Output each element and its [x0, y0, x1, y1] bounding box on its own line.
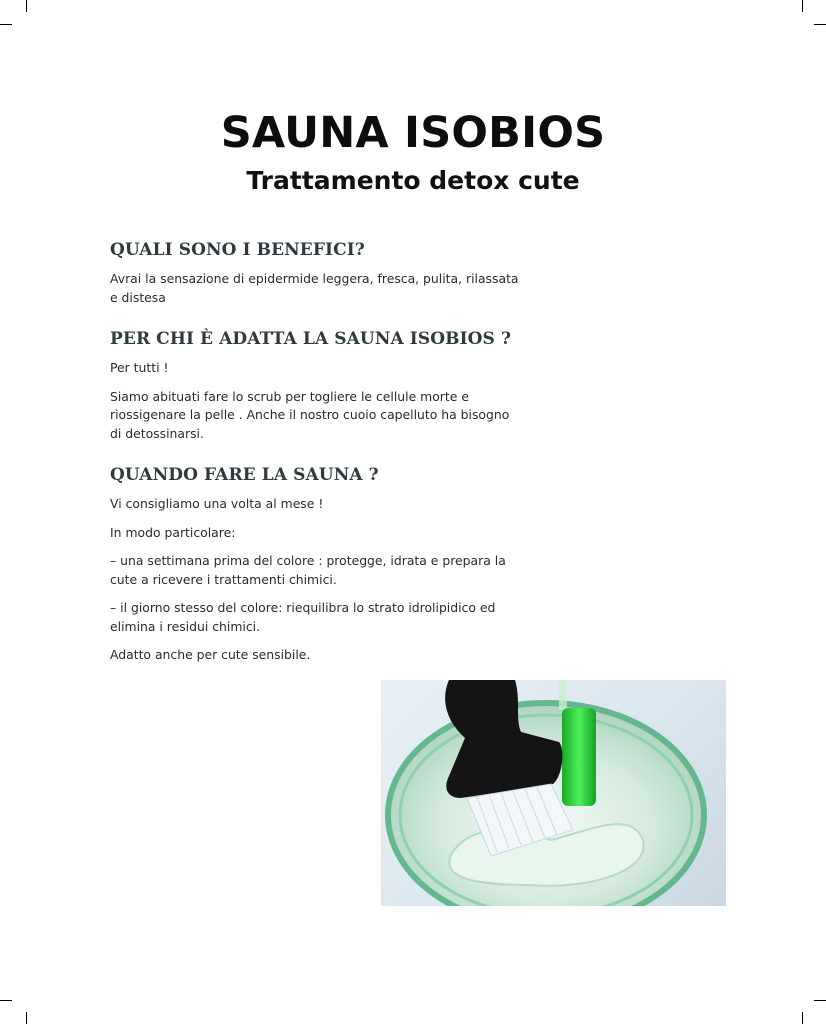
- crop-mark: [802, 0, 803, 12]
- paragraph: Per tutti !: [110, 360, 169, 375]
- section-when: [110, 465, 520, 665]
- page-subtitle: Trattamento detox cute: [246, 166, 580, 195]
- paragraph: Adatto anche per cute sensibile.: [110, 647, 311, 662]
- paragraph: Vi consigliamo una volta al mese !: [110, 496, 324, 511]
- crop-mark: [26, 1012, 27, 1024]
- section-who: [110, 329, 520, 443]
- product-photo: [381, 680, 726, 906]
- page-title: SAUNA ISOBIOS: [220, 108, 606, 158]
- paragraph: In modo particolare:: [110, 524, 236, 540]
- article-body: [110, 240, 520, 687]
- section-heading: QUALI SONO I BENEFICI?: [110, 240, 365, 260]
- crop-mark: [814, 1000, 826, 1001]
- section-benefits: [110, 240, 520, 307]
- crop-mark: [802, 1012, 803, 1024]
- crop-mark: [814, 24, 826, 25]
- crop-mark: [0, 1000, 12, 1001]
- paragraph: Siamo abituati fare lo scrub per togliere le cellule morte e riossigenare la pelle . Anche il nostro cuoio capelluto ha bisogno di detossinarsi.: [110, 388, 510, 441]
- crop-mark: [26, 0, 27, 12]
- crop-mark: [0, 24, 12, 25]
- paragraph: – una settimana prima del colore : protegge, idrata e prepara la cute a ricevere i trattamenti chimici.: [110, 553, 506, 587]
- product-photo-icon: [381, 680, 726, 906]
- section-heading: QUANDO FARE LA SAUNA ?: [110, 465, 379, 485]
- paragraph: Avrai la sensazione di epidermide leggera, fresca, pulita, rilassata e distesa: [110, 271, 519, 305]
- paragraph: – il giorno stesso del colore: riequilibra lo strato idrolipidico ed elimina i residui chimici.: [110, 600, 496, 634]
- section-heading: PER CHI È ADATTA LA SAUNA ISOBIOS ?: [110, 329, 512, 349]
